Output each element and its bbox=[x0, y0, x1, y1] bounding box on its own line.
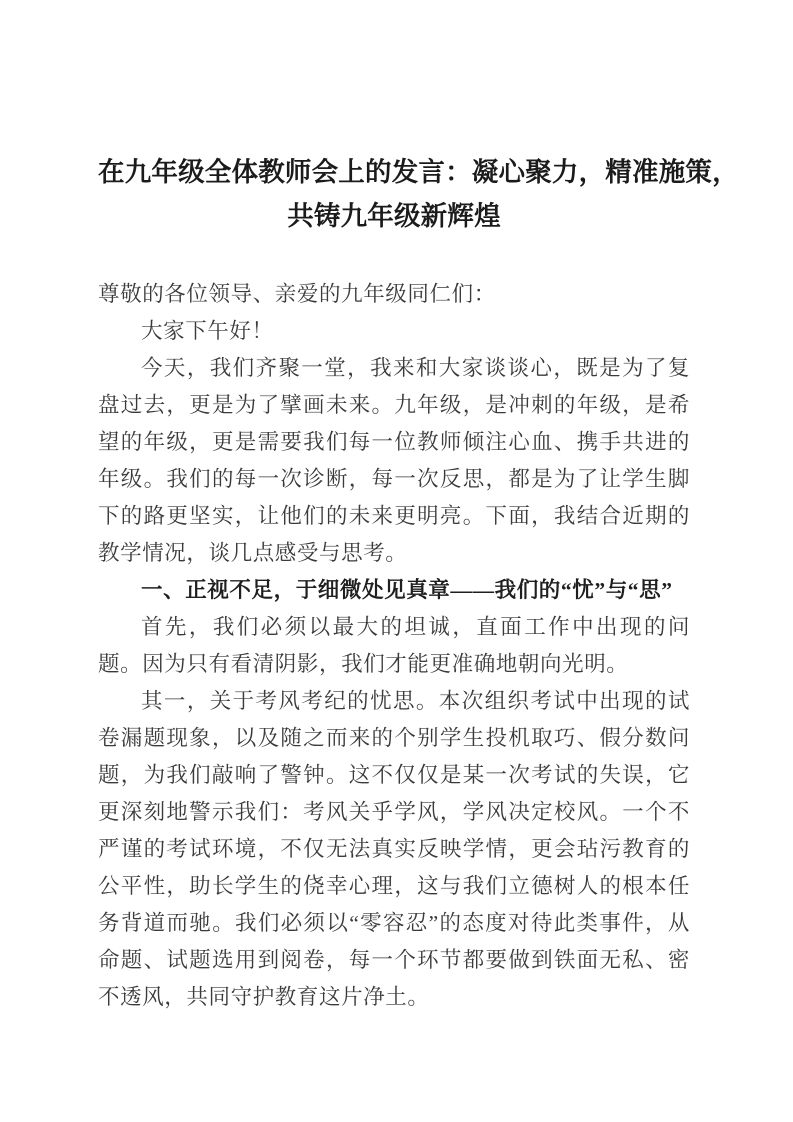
intro-paragraph: 今天，我们齐聚一堂，我来和大家谈谈心，既是为了复盘过去，更是为了擘画未来。九年级，是冲刺的年级，是希望的年级，更是需要我们每一位教师倾注心血、携手共进的年级。我们的每一次诊断，每一次反思，都是为了让学生脚下的路更坚实，让他们的未来更明亮。下面，我结合近期的教学情况，谈几点感受与思考。 bbox=[98, 356, 690, 565]
title-spacer bbox=[98, 238, 690, 276]
section-one-paragraph-1: 首先，我们必须以最大的坦诚，直面工作中出现的问题。因为只有看清阴影，我们才能更准确地朝向光明。 bbox=[98, 615, 690, 676]
section-one-paragraph-2: 其一，关于考风考纪的忧思。本次组织考试中出现的试卷漏题现象，以及随之而来的个别学生投机取巧、假分数问题，为我们敲响了警钟。这不仅仅是某一次考试的失误，它更深刻地警示我们：考风关乎学风，学风决定校风。一个不严谨的考试环境，不仅无法真实反映学情，更会玷污教育的公平性，助长学生的侥幸心理，这与我们立德树人的根本任务背道而驰。我们必须以“零容忍”的态度对待此类事件，从命题、试题选用到阅卷，每一个环节都要做到铁面无私、密不透风，共同守护教育这片净土。 bbox=[98, 689, 690, 1009]
title-line-2: 共铸九年级新辉煌 bbox=[287, 201, 501, 231]
document-title bbox=[98, 150, 739, 238]
title-line-1: 在九年级全体教师会上的发言：凝心聚力，精准施策， bbox=[98, 157, 739, 187]
section-heading-one: 一、正视不足，于细微处见真章——我们的“忧”与“思” bbox=[141, 578, 673, 602]
document-body bbox=[98, 150, 739, 1016]
salutation-line: 尊敬的各位领导、亲爱的九年级同仁们： bbox=[98, 282, 496, 306]
greeting-line: 大家下午好！ bbox=[141, 319, 274, 343]
